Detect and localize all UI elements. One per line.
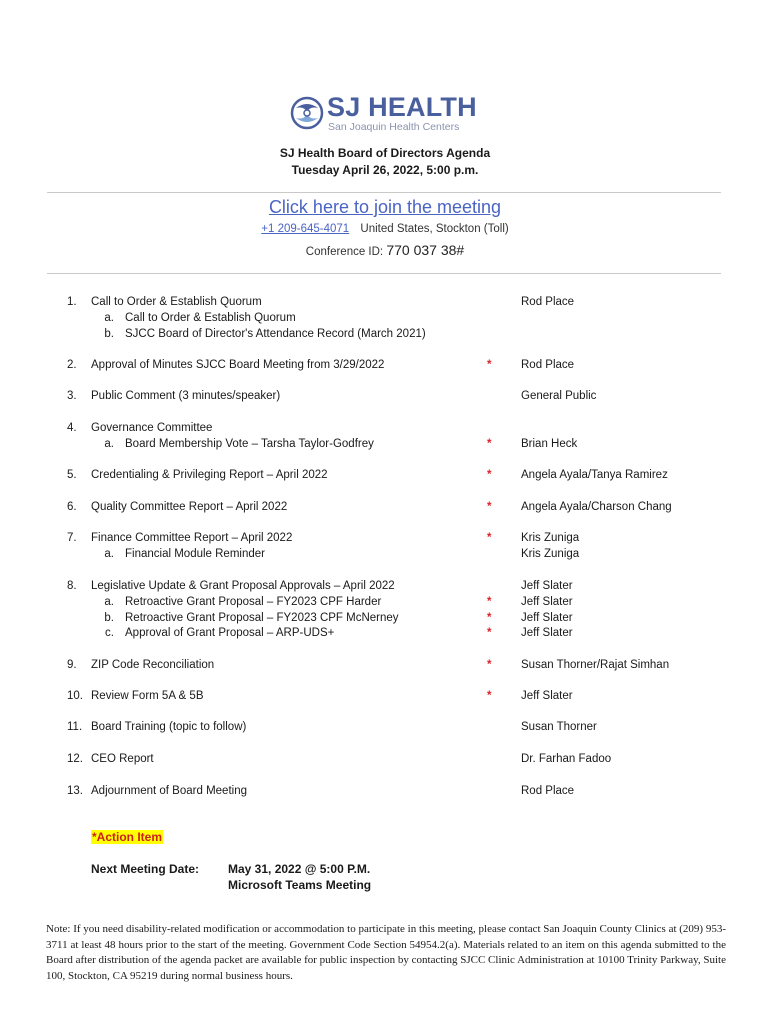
agenda-date: Tuesday April 26, 2022, 5:00 p.m. bbox=[291, 163, 479, 177]
next-meeting-date: May 31, 2022 @ 5:00 P.M. bbox=[228, 862, 371, 876]
agenda-item-title: Credentialing & Privileging Report – April 2022 bbox=[91, 469, 328, 481]
logo-subtitle: San Joaquin Health Centers bbox=[328, 121, 460, 133]
action-item-marker: * bbox=[487, 359, 492, 371]
sub-item-letter: a. bbox=[104, 311, 114, 324]
agenda-item-title: Adjournment of Board Meeting bbox=[91, 785, 247, 797]
agenda-item-number: 2. bbox=[67, 359, 77, 371]
agenda-item-title: Public Comment (3 minutes/speaker) bbox=[91, 390, 281, 402]
presenter-name: Angela Ayala/Charson Chang bbox=[521, 501, 672, 513]
agenda-item-title: Legislative Update & Grant Proposal Approvals – April 2022 bbox=[91, 580, 395, 592]
agenda-item-number: 6. bbox=[67, 501, 77, 513]
agenda-sub-item bbox=[91, 612, 399, 624]
agenda-item-number: 11. bbox=[67, 721, 83, 733]
action-item-marker: * bbox=[487, 611, 492, 624]
presenter-name: Susan Thorner/Rajat Simhan bbox=[521, 659, 670, 671]
presenter-name: Rod Place bbox=[521, 785, 575, 797]
presenter-name: Jeff Slater bbox=[521, 627, 573, 640]
sub-item-text: Retroactive Grant Proposal – FY2023 CPF McNerney bbox=[125, 611, 399, 624]
action-item-marker: * bbox=[487, 595, 492, 608]
join-meeting-link[interactable]: Click here to join the meeting bbox=[268, 197, 502, 217]
presenter-name: Jeff Slater bbox=[521, 580, 573, 592]
agenda-item-title: Board Training (topic to follow) bbox=[91, 721, 247, 733]
agenda-sub-item bbox=[91, 438, 374, 450]
presenter-name: Rod Place bbox=[521, 296, 575, 308]
agenda-sub-item bbox=[91, 596, 381, 608]
agenda-item-number: 3. bbox=[67, 390, 77, 402]
phone-location: United States, Stockton (Toll) bbox=[360, 223, 509, 235]
agenda-item-title: Quality Committee Report – April 2022 bbox=[91, 501, 288, 513]
sub-item-letter: c. bbox=[105, 627, 114, 640]
agenda-item-number: 9. bbox=[67, 659, 77, 671]
agenda-item-title: Governance Committee bbox=[91, 422, 213, 434]
presenter-name: Jeff Slater bbox=[521, 595, 573, 608]
agenda-item-number: 5. bbox=[67, 469, 77, 481]
action-item-legend: *Action Item bbox=[92, 830, 163, 844]
agenda-title: SJ Health Board of Directors Agenda bbox=[279, 146, 491, 160]
agenda-item-number: 10. bbox=[67, 690, 83, 702]
agenda-item-title: Finance Committee Report – April 2022 bbox=[91, 532, 293, 544]
action-item-marker: * bbox=[487, 501, 492, 513]
presenter-name: Susan Thorner bbox=[521, 721, 597, 733]
agenda-item-title: Approval of Minutes SJCC Board Meeting from 3/29/2022 bbox=[91, 359, 385, 371]
agenda-item-number: 13. bbox=[67, 785, 83, 797]
sub-item-text: Call to Order & Establish Quorum bbox=[125, 311, 296, 324]
sub-item-text: Approval of Grant Proposal – ARP-UDS+ bbox=[125, 627, 335, 640]
action-item-marker: * bbox=[487, 690, 492, 702]
divider bbox=[47, 273, 721, 274]
sj-health-logo-icon bbox=[290, 96, 324, 130]
agenda-item-number: 7. bbox=[67, 532, 77, 544]
presenter-name: Rod Place bbox=[521, 359, 575, 371]
logo-title: SJ HEALTH bbox=[327, 92, 477, 122]
next-meeting-location: Microsoft Teams Meeting bbox=[228, 878, 372, 892]
action-item-marker: * bbox=[487, 659, 492, 671]
divider bbox=[47, 192, 721, 193]
conference-id: 770 037 38# bbox=[386, 242, 465, 258]
agenda-item-number: 12. bbox=[67, 753, 83, 765]
presenter-name: Dr. Farhan Fadoo bbox=[521, 753, 612, 765]
presenter-name: Brian Heck bbox=[521, 437, 578, 450]
sub-item-text: SJCC Board of Director's Attendance Record (March 2021) bbox=[125, 327, 426, 340]
sub-item-letter: a. bbox=[104, 437, 114, 450]
agenda-item-number: 8. bbox=[67, 580, 77, 592]
sub-item-text: Board Membership Vote – Tarsha Taylor-Godfrey bbox=[125, 437, 374, 450]
agenda-item-title: CEO Report bbox=[91, 753, 154, 765]
presenter-name: Kris Zuniga bbox=[521, 532, 580, 544]
logo bbox=[290, 92, 490, 136]
action-item-marker: * bbox=[487, 532, 492, 544]
next-meeting-label: Next Meeting Date: bbox=[91, 862, 200, 876]
accessibility-note: Note: If you need disability-related modification or accommodation to participate in this meeting, please contact San Joaquin County Clinics at (209) 953-3711 at least 48 hours prior to the start of the meeting. Government Code Section 54954.2(a). Materials related to an item on this agenda submitted to the Board after distribution of the agenda packet are available for public inspection by contacting SJCC Clinic Administration at 10100 Trinity Parkway, Suite 100, Stockton, CA 95219 during normal business hours. bbox=[46, 923, 726, 982]
agenda-item-title: Call to Order & Establish Quorum bbox=[91, 296, 262, 308]
agenda-sub-item bbox=[91, 548, 265, 560]
sub-item-letter: b. bbox=[104, 611, 114, 624]
sub-item-text: Financial Module Reminder bbox=[125, 547, 265, 560]
phone-link[interactable]: +1 209-645-4071 bbox=[261, 223, 350, 235]
agenda-item-number: 1. bbox=[67, 296, 77, 308]
sub-item-letter: b. bbox=[104, 327, 114, 340]
sub-item-letter: a. bbox=[104, 547, 114, 560]
agenda-item-number: 4. bbox=[67, 422, 77, 434]
agenda-sub-item bbox=[91, 312, 296, 324]
presenter-name: General Public bbox=[521, 390, 597, 402]
conference-label: Conference ID: bbox=[305, 246, 384, 258]
sub-item-text: Retroactive Grant Proposal – FY2023 CPF Harder bbox=[125, 595, 382, 608]
agenda-item-title: ZIP Code Reconciliation bbox=[91, 659, 215, 671]
agenda-sub-item bbox=[91, 627, 334, 639]
action-item-marker: * bbox=[487, 627, 492, 640]
action-item-marker: * bbox=[487, 469, 492, 481]
presenter-name: Angela Ayala/Tanya Ramirez bbox=[521, 469, 668, 481]
action-item-marker: * bbox=[487, 437, 492, 450]
presenter-name: Jeff Slater bbox=[521, 611, 573, 624]
phone-line bbox=[0, 223, 770, 235]
conference-line bbox=[0, 242, 770, 258]
agenda-sub-item bbox=[91, 328, 426, 340]
presenter-name: Kris Zuniga bbox=[521, 547, 580, 560]
sub-item-letter: a. bbox=[104, 595, 114, 608]
agenda-item-title: Review Form 5A & 5B bbox=[91, 690, 204, 702]
presenter-name: Jeff Slater bbox=[521, 690, 573, 702]
